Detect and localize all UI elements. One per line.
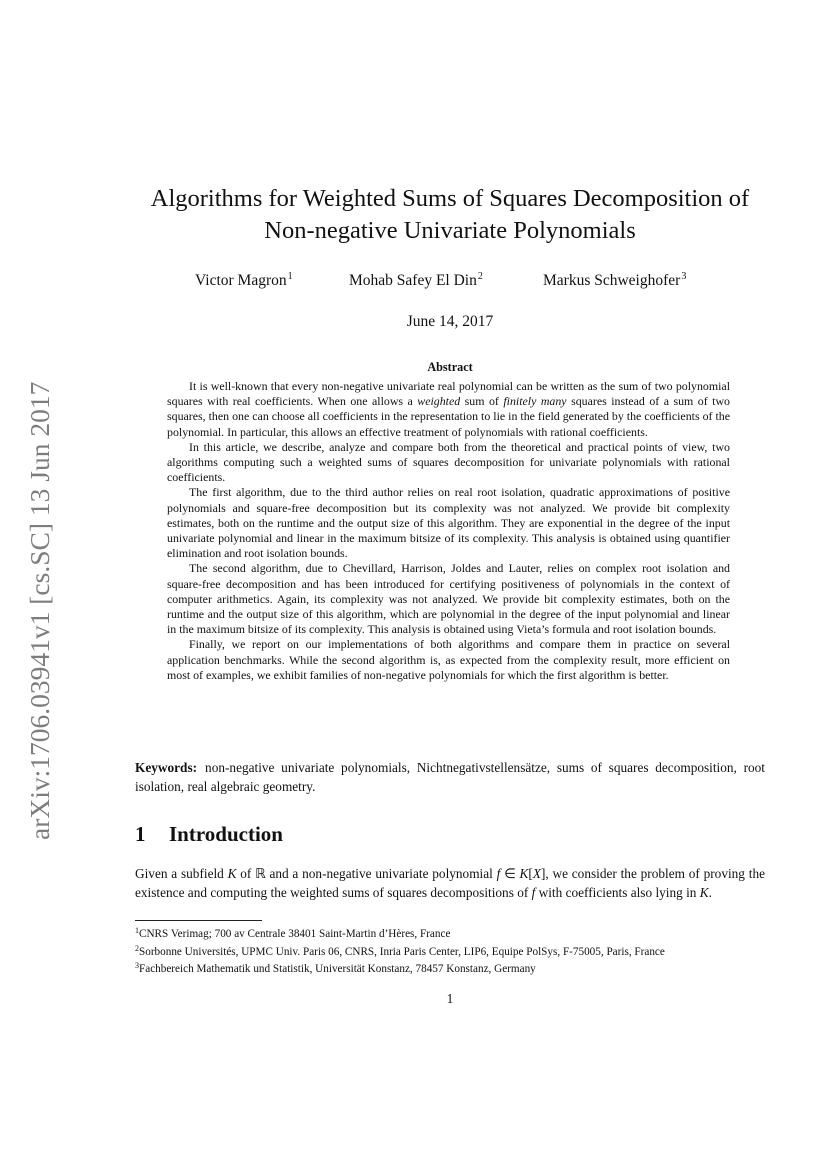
affiliation-mark: 3 [681,271,687,282]
author-name: Mohab Safey El Din [349,272,477,289]
page-number: 1 [446,991,454,1006]
abstract-paragraph: It is well-known that every non-negative univariate real polynomial can be written as the sum of two polynomial squares with real coefficients. When one allows a weighted sum of finitely many squares instead of a sum of two squares, then one can choose all coefficients in the representation to lie in the field generated by the coefficients of the polynomial. In particular, this allows an effective treatment of polynomials with rational coefficients. [167,379,730,439]
author-3 [543,271,686,290]
affiliation-mark: 1 [287,271,293,282]
footnote: $^1$CNRS Verimag; 700 av Centrale 38401 Saint-Martin d’Hères, France [135,926,451,940]
footnote-divider [135,920,262,921]
footnote: $^3$Fachbereich Mathematik und Statistik, Universität Konstanz, 78457 Konstanz, Germany [135,961,536,975]
author-name: Victor Magron [195,272,287,289]
section-title: Introduction [169,822,283,846]
section-heading [135,822,535,847]
section-number: 1 [135,822,146,846]
paper-title [140,183,760,247]
author-2 [349,271,483,290]
footnote: $^2$Sorbonne Universités, UPMC Univ. Paris 06, CNRS, Inria Paris Center, LIP6, Equipe PolSys, F-75005, Paris, France [135,943,665,958]
title-line-2: Non-negative Univariate Polynomials [264,217,636,244]
intro-paragraph: Given a subfield K of ℝ and a non-negative univariate polynomial f ∈ K[X], we consider the problem of proving the existence and computing the weighted sums of squares decompositions of f with coefficients also lying in K. [135,866,765,900]
keywords [135,758,765,796]
publication-date: June 14, 2017 [406,313,494,330]
abstract-paragraph: The second algorithm, due to Chevillard, Harrison, Joldes and Lauter, relies on complex root isolation and square-free decomposition and has been introduced for certifying positiveness of polynomials in the context of computer arithmetics. Again, its complexity was not analyzed. We provide bit complexity estimates, both on the runtime and the output size of this algorithm, which are polynomial in the degree of the input polynomial and linear in the maximum bitsize of its complexity. This analysis is obtained using Vieta’s formula and root isolation bounds. [167,561,730,637]
author-1 [195,271,293,290]
arxiv-stamp: arXiv:1706.03941v1 [cs.SC] 13 Jun 2017 [24,381,55,841]
footnote-mark: 3 [135,961,139,970]
footnote-mark: 2 [135,943,139,953]
affiliation-mark: 2 [477,271,483,282]
abstract-paragraph: Finally, we report on our implementations of both algorithms and compare them in practice on several application benchmarks. While the second algorithm is, as expected from the complexity result, more efficient on most of examples, we exhibit families of non-negative polynomials for which the first algorithm is better. [167,637,730,682]
abstract-paragraph: In this article, we describe, analyze and compare both from the theoretical and practical points of view, two algorithms computing such a weighted sums of squares decomposition for univariate polynomials with rational coefficients. [167,439,730,485]
emphasis: finitely many [503,394,567,409]
footnotes [135,924,775,977]
emphasis: weighted [417,394,461,409]
title-line-1: Algorithms for Weighted Sums of Squares Decomposition of [150,185,750,212]
keywords-text: non-negative univariate polynomials, Nichtnegativstellensätze, sums of squares decomposition, root isolation, real algebraic geometry. [135,760,765,794]
footnote-mark: 1 [135,926,139,935]
keywords-label: Keywords: [135,760,198,775]
abstract-paragraph: The first algorithm, due to the third author relies on real root isolation, quadratic approximations of positive polynomials and square-free decomposition but its complexity was not analyzed. We provide bit complexity estimates, both on the runtime and the output size of this algorithm. They are exponential in the degree of the input univariate polynomial and linear in the maximum bitsize of its complexity. This analysis is obtained using quantifier elimination and root isolation bounds. [167,485,730,561]
abstract-body [167,379,730,683]
author-list [195,271,715,295]
author-name: Markus Schweighofer [543,272,681,289]
abstract-heading: Abstract [427,360,473,374]
